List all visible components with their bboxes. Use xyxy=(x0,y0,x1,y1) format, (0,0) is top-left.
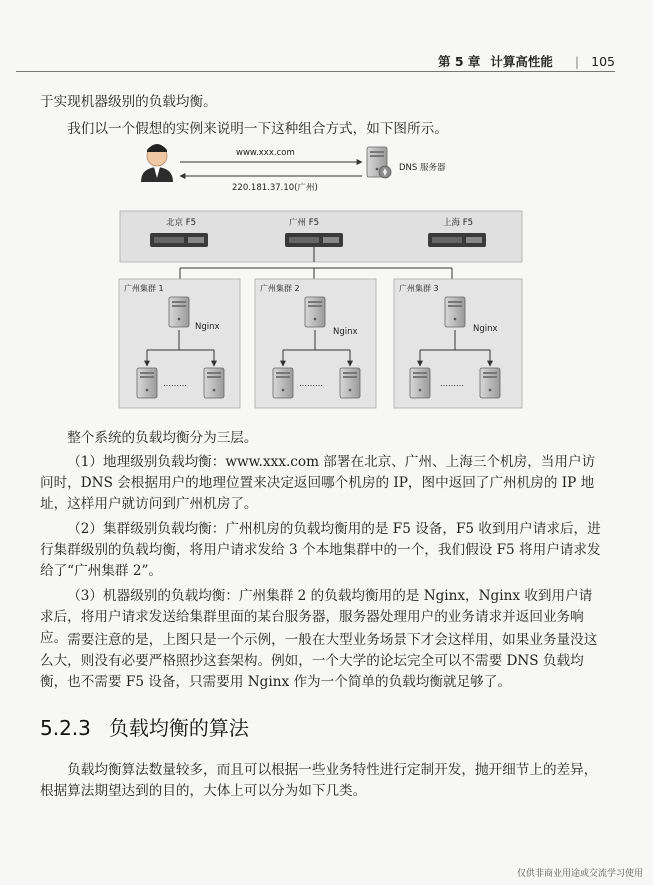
ellipsis-1: ……… xyxy=(163,379,187,388)
footer-note: 仅供非商业用途或交流学习使用 xyxy=(516,869,643,879)
cluster-label-2: 广州集群 2 xyxy=(260,284,300,293)
cluster-box-3 xyxy=(394,279,522,408)
nginx-label-3: Nginx xyxy=(473,324,498,334)
nginx-label-2: Nginx xyxy=(333,327,358,337)
nginx-label-1: Nginx xyxy=(195,322,220,332)
section-heading xyxy=(40,712,249,741)
chapter-title: 计算高性能 xyxy=(490,54,553,69)
cluster-label-1: 广州集群 1 xyxy=(124,284,164,293)
cluster-box-1 xyxy=(119,279,240,408)
ellipsis-3: ……… xyxy=(440,379,464,388)
dns-server-label: DNS 服务器 xyxy=(399,163,446,173)
cluster-label-3: 广州集群 3 xyxy=(399,284,439,293)
f5-device-guangzhou xyxy=(285,233,343,247)
paragraph-algorithms: 负载均衡算法数量较多，而且可以根据一些业务特性进行定制开发，抛开细节上的差异，根据算法期望达到的目的，大体上可以分为如下几类。 xyxy=(40,762,598,800)
f5-label-beijing: 北京 F5 xyxy=(166,218,196,228)
paragraph-note: 需要注意的是，上图只是一个示例，一般在大型业务场景下才会这样用，如果业务量没这么大，则没有必要严格照抄这套架构。例如，一个大学的论坛完全可以不需要 DNS 负载均衡，也不需要 F5 设备，只需要用 Nginx 作为一个简单的负载均衡就足够了。 xyxy=(40,632,598,691)
page-number: 105 xyxy=(591,54,615,69)
f5-label-shanghai: 上海 F5 xyxy=(443,218,473,228)
paragraph-cluster-lb: （2）集群级别负载均衡：广州机房的负载均衡用的是 F5 设备，F5 收到用户请求后，进行集群级别的负载均衡，将用户请求发给 3 个本地集群中的一个，我们假设 F5 将用户请求发给了“广州集群 2”。 xyxy=(40,521,601,580)
section-title: 负载均衡的算法 xyxy=(108,716,249,740)
paragraph-continued: 于实现机器级别的负载均衡。 xyxy=(40,94,217,110)
ip-label: 220.181.37.10(广州) xyxy=(232,183,318,193)
dns-server-icon xyxy=(367,147,391,178)
section-number: 5.2.3 xyxy=(40,716,91,740)
f5-device-beijing xyxy=(150,233,208,247)
cluster-box-2 xyxy=(255,279,376,408)
architecture-diagram xyxy=(0,0,653,420)
user-icon xyxy=(141,144,173,182)
header-separator: | xyxy=(574,54,580,69)
paragraph-machine-lb: （3）机器级别的负载均衡：广州集群 2 的负载均衡用的是 Nginx，Nginx 收到用户请求后，将用户请求发送给集群里面的某台服务器，服务器处理用户的业务请求并返回业务响应。 xyxy=(40,588,593,647)
paragraph-intro: 我们以一个假想的实例来说明一下这种组合方式，如下图所示。 xyxy=(67,121,448,137)
f5-device-shanghai xyxy=(428,233,486,247)
f5-label-guangzhou: 广州 F5 xyxy=(289,218,319,228)
ellipsis-2: ……… xyxy=(299,379,323,388)
paragraph-layers: 整个系统的负载均衡分为三层。 xyxy=(67,430,258,446)
url-label: www.xxx.com xyxy=(236,148,295,158)
paragraph-geo-lb: （1）地理级别负载均衡：www.xxx.com 部署在北京、广州、上海三个机房，当用户访问时，DNS 会根据用户的地理位置来决定返回哪个机房的 IP，图中返回了广州机房的 IP 地址，这样用户就访问到广州机房了。 xyxy=(40,454,596,513)
chapter-number: 第 5 章 xyxy=(438,54,481,69)
